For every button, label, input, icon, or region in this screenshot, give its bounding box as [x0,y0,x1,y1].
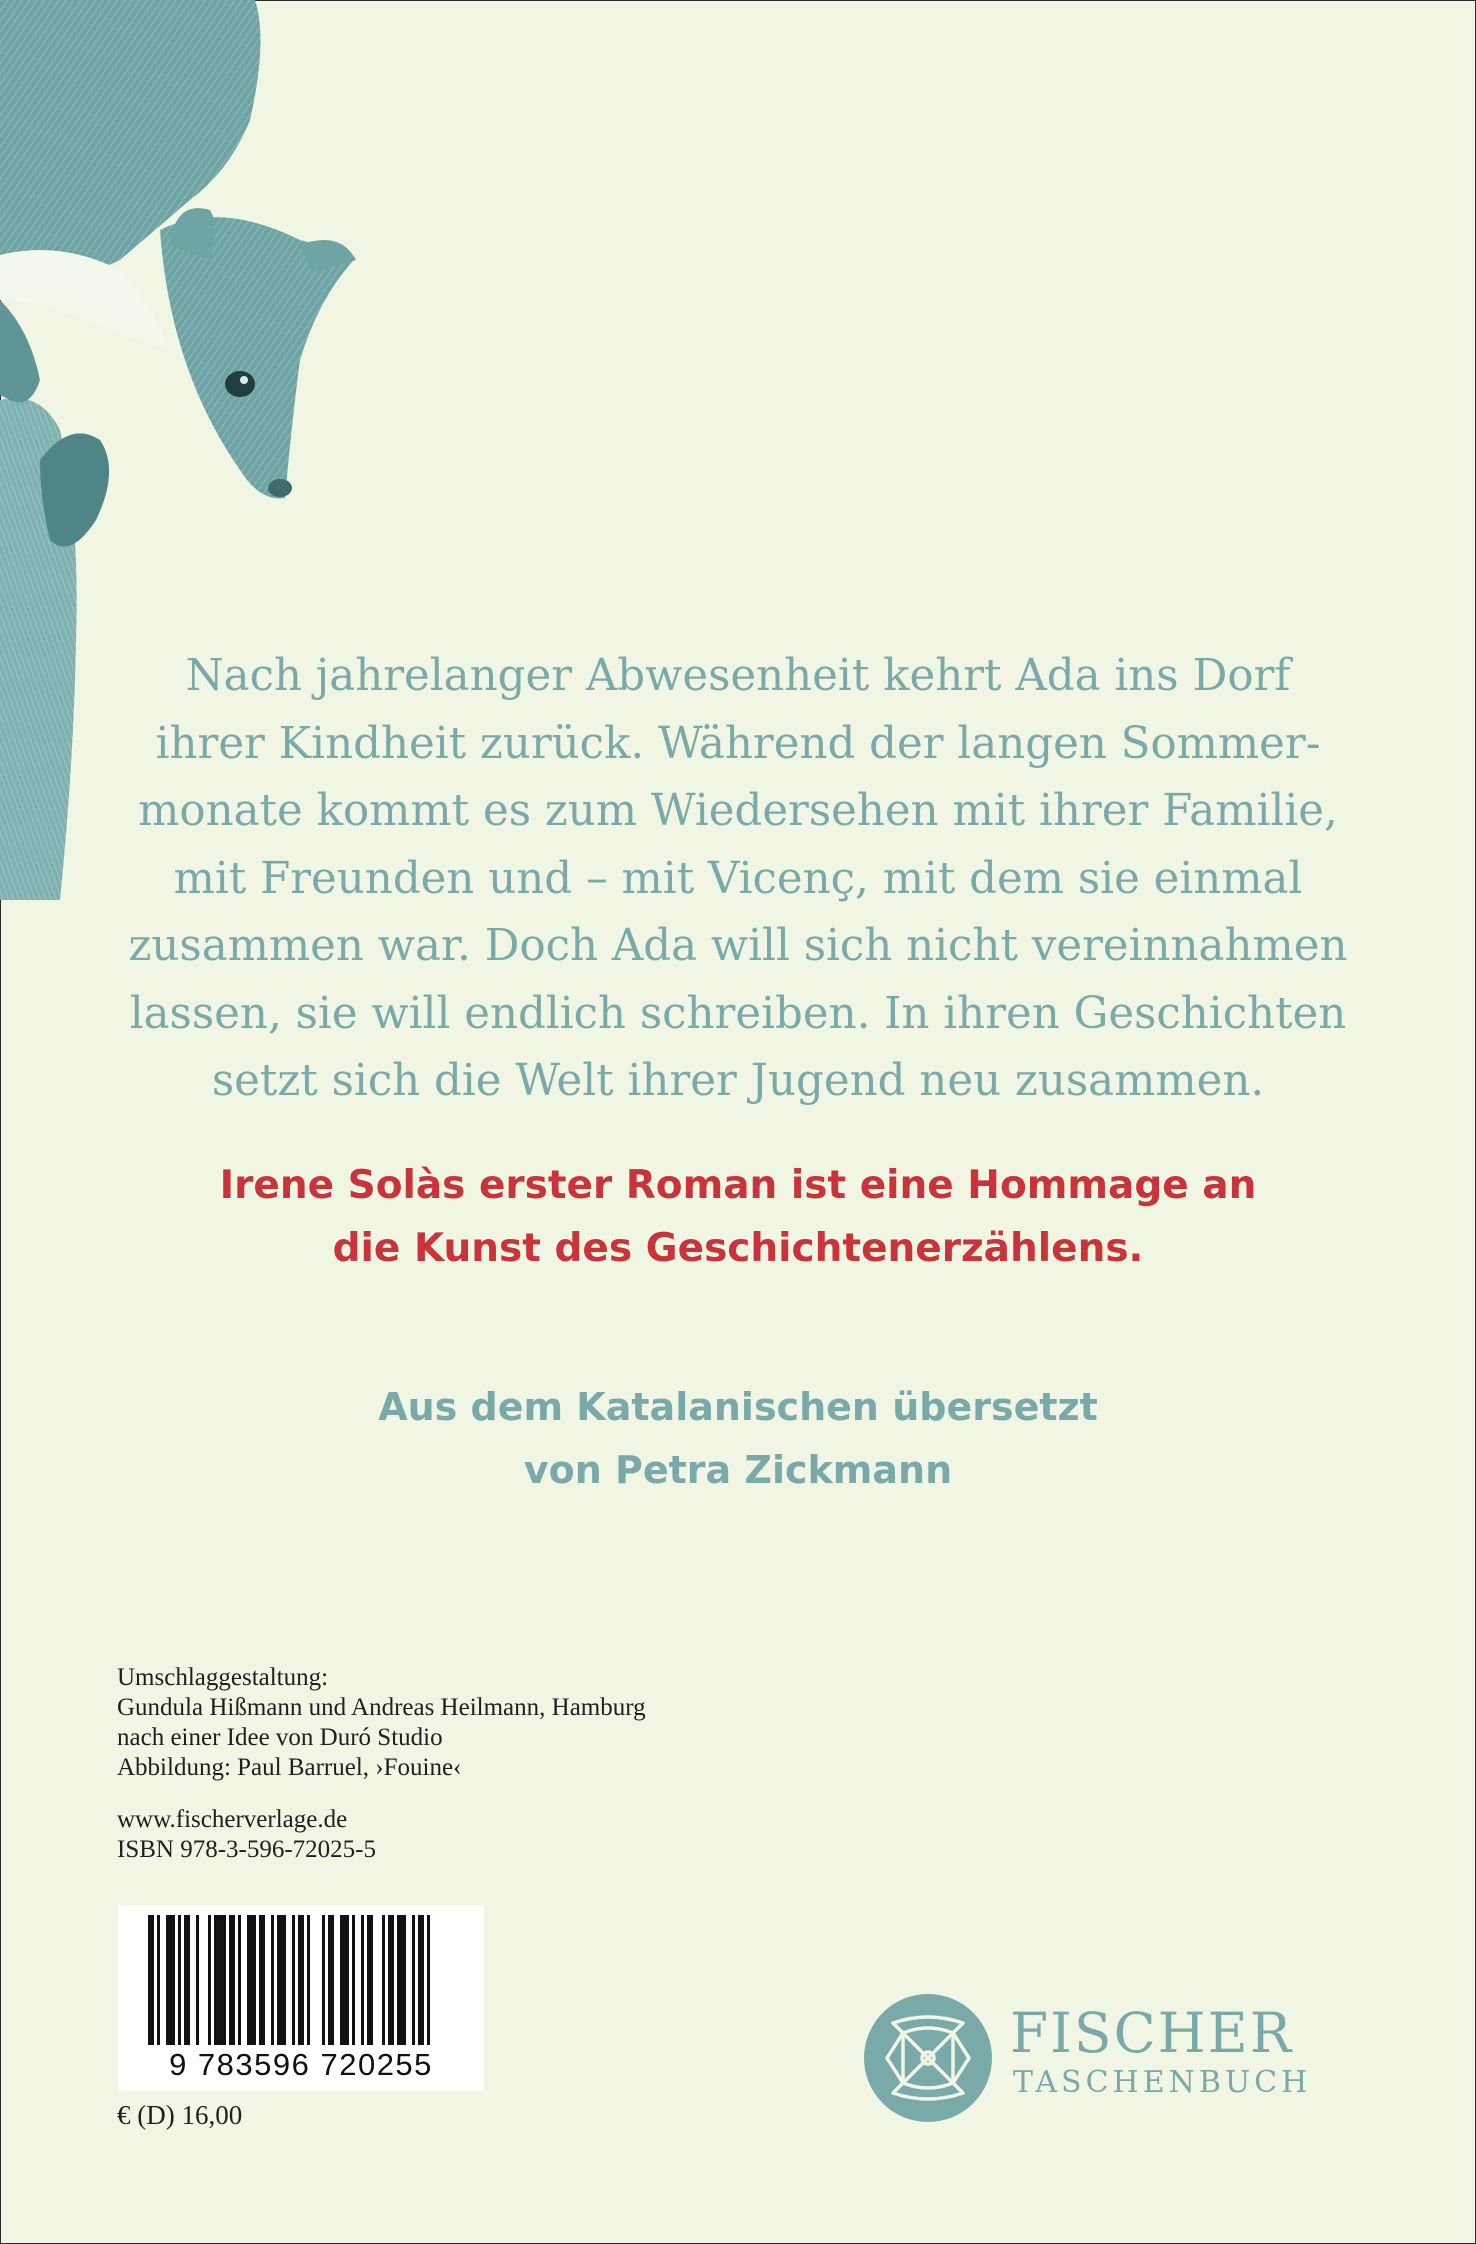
barcode-bar [427,1915,430,2045]
barcode-bar [229,1915,235,2045]
barcode-bar [238,1915,241,2045]
barcode-bar [292,1915,295,2045]
barcode-bar [352,1915,355,2045]
barcode-bar [196,1915,199,2045]
design-idea: nach einer Idee von Duró Studio [117,1724,443,1751]
hook-statement [100,1154,1376,1280]
barcode-bar [418,1915,424,2045]
barcode-bar [340,1915,349,2045]
design-names: Gundula Hißmann und Andreas Heilmann, Hamburg [117,1694,646,1721]
barcode-bar [166,1915,175,2045]
hook-line: Irene Solàs erster Roman ist eine Hommage an [219,1163,1257,1208]
barcode-bar [214,1915,226,2045]
translator-note [100,1376,1376,1502]
illustration-credit: Abbildung: Paul Barruel, ›Fouine‹ [117,1754,462,1781]
hook-line: die Kunst des Geschichtenerzählens. [332,1226,1144,1271]
blurb-line: ihrer Kindheit zurück. Während der langen Sommer- [155,718,1321,769]
fish-emblem-icon [863,1993,993,2123]
barcode-bar [298,1915,304,2045]
publisher-imprint: TASCHENBUCH [1013,2065,1312,2100]
barcode-bar [307,1915,310,2045]
barcode-bar [328,1915,334,2045]
barcode-bar [208,1915,211,2045]
blurb-line: monate kommt es zum Wiedersehen mit ihrer Familie, [138,786,1338,836]
barcode [118,1905,484,2091]
barcode-bar [178,1915,181,2045]
barcode-bar [247,1915,256,2045]
blurb-line: setzt sich die Welt ihrer Jugend neu zusammen. [211,1056,1265,1106]
barcode-digits: 9 783596 720255 [169,2047,433,2082]
barcode-bar [367,1915,373,2045]
blurb-text [100,643,1376,1116]
blurb-line: zusammen war. Doch Ada will sich nicht vereinnahmen [128,921,1348,971]
barcode-bar [184,1915,190,2045]
barcode-bar [388,1915,394,2045]
barcode-bar [412,1915,415,2045]
barcode-bar [322,1915,325,2045]
isbn-text: ISBN 978-3-596-72025-5 [117,1836,377,1863]
blurb-line: mit Freunden und – mit Vicenç, mit dem sie einmal [173,853,1303,904]
credits-block [117,1663,646,1865]
barcode-bar [382,1915,385,2045]
design-label: Umschlaggestaltung: [117,1664,329,1691]
website-link: www.fischerverlage.de [117,1806,348,1833]
translator-line: Aus dem Katalanischen übersetzt [378,1385,1098,1429]
barcode-bar [148,1915,154,2045]
barcode-bar [271,1915,274,2045]
barcode-bar [259,1915,265,2045]
publisher-logo [863,1993,1383,2125]
barcode-bar [397,1915,406,2045]
barcode-bar [361,1915,364,2045]
translator-line: von Petra Zickmann [523,1448,953,1492]
barcode-bar [277,1915,286,2045]
barcode-bar [157,1915,160,2045]
publisher-name: FISCHER [1010,2001,1294,2065]
blurb-line: Nach jahrelanger Abwesenheit kehrt Ada ins Dorf [185,651,1291,701]
price-label: € (D) 16,00 [117,2100,243,2130]
blurb-line: lassen, sie will endlich schreiben. In ihren Geschichten [129,988,1347,1039]
